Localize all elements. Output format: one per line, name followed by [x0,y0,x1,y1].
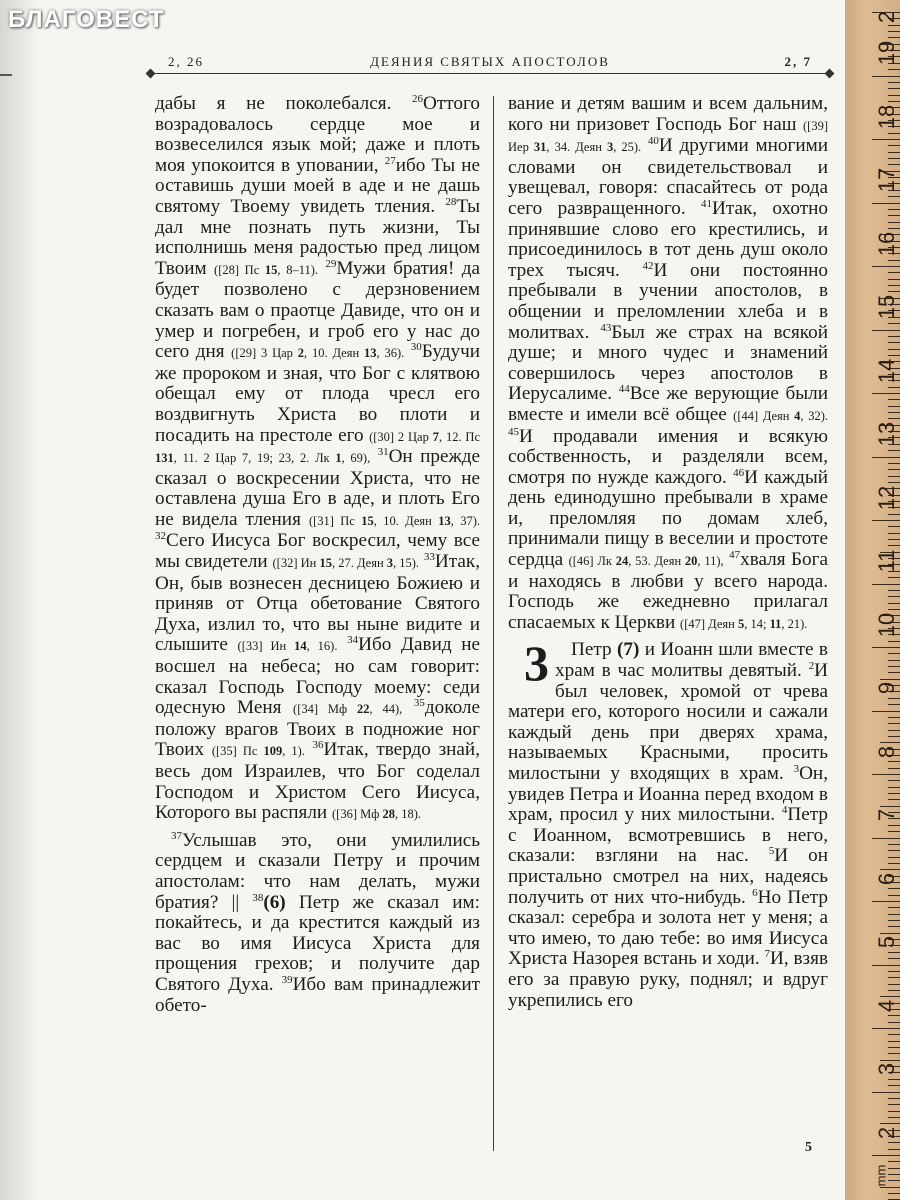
verse-text: Ибо вам принадлежит обето- [155,973,480,1016]
ruler-tick [872,838,900,839]
ruler-tick [872,203,900,204]
ruler-tick [888,88,900,89]
verse-text: Ибо Давид не восшел на небеса; но сам говорит: сказал Господь Господу моему: седи одесную Меня [155,634,480,719]
reference-chapter: 24 [615,554,629,569]
verse-number: 39 [281,973,293,986]
cross-reference [364,346,404,360]
ruler-tick [872,774,900,775]
cross-reference [214,263,318,277]
verse-text: Оттого возрадовалось сердце мое и возвеселился язык мой; даже и плоть моя упокоится в уповании, [155,93,480,176]
ruler-tick [888,844,900,845]
ruler-tick [888,260,900,261]
cross-reference [335,451,370,465]
verse-number: 36 [312,739,324,752]
verse-text: И, взяв его за правую руку, поднял; и вдруг укрепились его [508,948,829,1011]
ruler-tick [872,520,900,521]
reference-chapter: 13 [364,346,377,361]
reading-number: (7) [616,639,640,661]
ruler-tick [888,545,900,546]
cross-reference [231,346,364,360]
reference-text: , 32). [800,408,829,423]
reference-text: ([32] Ин [272,556,320,571]
verse-number: 44 [618,383,630,396]
verse-number: 38 [252,891,264,904]
ruler-tick [872,647,900,648]
cross-reference [293,702,402,716]
ruler-tick [872,584,900,585]
header-book-title: ДЕЯНИЯ СВЯТЫХ АПОСТОЛОВ [370,54,610,69]
ruler-number: 14 [874,358,899,383]
reference-text: ([33] Ин [237,639,295,654]
ruler-number: 13 [874,421,899,447]
ruler-tick [888,958,900,959]
verse-number: 2 [808,660,815,673]
reference-text: ([31] Пс [308,513,362,528]
verse-text: Петр же сказал им: покайтесь, и да крестится каждый из вас во имя Иисуса Христа для прощения грехов; и получите дар Святого Духа. [155,891,480,995]
verse-number: 43 [600,321,612,334]
ruler-tick [888,857,900,858]
verse-number: 4 [781,804,788,817]
ruler-tick [888,164,900,165]
ruler-tick [888,215,900,216]
ruler-number: 18 [874,104,899,129]
reference-text: ([46] Лк [568,554,616,569]
ruler-tick [888,514,900,515]
verse-number: 46 [733,466,745,479]
ruler-tick [880,1187,900,1188]
cross-reference [309,514,438,528]
verse-text: вание и детям вашим и всем дальним, кого ни призовет Господь Бог наш [508,93,828,135]
reference-chapter: 131 [155,451,174,466]
verse-number: 30 [410,341,422,354]
verse-text [337,634,347,655]
ruler-tick [888,450,900,451]
reference-text: , 25). [613,140,642,155]
verse-text: доколе положу врагов Твоих в подножие ног Твоих [155,697,481,761]
ruler-tick [888,1022,900,1023]
reference-text: , 21). [781,616,808,631]
ruler-tick [888,672,900,673]
verse-number: 7 [764,948,770,961]
ruler-tick [888,533,900,534]
ruler-number: 5 [874,935,899,949]
gutter-shadow [0,0,40,1200]
ruler-tick [888,609,900,610]
verse-text: Будучи же пророком и зная, что Бог с клятвою обещал ему от плода чресл его воздвигнуть Христа во плоти и посадить на престоле его [155,341,480,446]
ruler-tick [888,768,900,769]
verse-text: И продавали имения и всякую собственность, и разделяли всем, смотря по нужде каждого. [508,425,828,488]
ruler-tick [888,780,900,781]
ruler-tick [888,1047,900,1048]
ruler-tick [888,469,900,470]
ruler-tick [888,1034,900,1035]
ruler-tick [888,482,900,483]
verse-text: Но Петр сказал: серебра и золота нет у меня; а что имею, то даю тебе: во имя Иисуса Христа Назорея встань и ходи. [508,886,828,970]
ruler-tick [888,926,900,927]
reference-chapter: 3 [386,556,394,571]
ruler-tick [888,1149,900,1150]
ruler-tick [888,539,900,540]
reference-text: , 10. Деян [304,346,364,361]
header-left-ref: 2, 26 [168,54,204,69]
ruler-number: 10 [874,612,899,637]
ruler-unit-label: mm [873,1164,889,1187]
verse-text [641,135,648,156]
ruler-tick [888,863,900,864]
verse-number: 40 [647,135,659,148]
reference-text: , 36). [376,346,405,361]
ruler-tick [872,457,900,458]
reference-chapter: 15 [264,262,278,277]
ruler-tick [888,228,900,229]
reference-text: , 37). [450,513,480,528]
reference-chapter: 4 [794,408,801,423]
verse-text: хваля Бога и находясь в любви у всего народа. Господь же ежедневно прилагал спасаемых к Церкви [508,549,829,633]
ruler-tick [888,463,900,464]
ruler-tick [888,82,900,83]
reference-text: , 69), [341,451,371,466]
ruler-tick [888,196,900,197]
cross-reference [155,451,335,465]
ruler-tick [872,1092,900,1093]
reference-text: ([47] Деян [680,616,738,631]
cross-reference [332,807,421,821]
ruler-number: 11 [874,549,899,573]
reference-text: ([30] 2 Цар [369,429,433,444]
ruler-tick [888,1180,900,1181]
ruler-tick [888,323,900,324]
verse-number: 6 [752,886,758,899]
verse-text: Итак, охотно принявшие слово его крестились, и присоединилось в тот день душ около трех тысяч. [508,197,828,281]
cross-reference [685,554,724,568]
cross-reference [387,556,419,570]
cross-reference [680,617,770,631]
ruler-tick [888,1111,900,1112]
reference-text: , 53. Деян [628,554,685,569]
reference-chapter: 22 [357,702,370,717]
reference-text: , 15). [393,556,420,571]
ruler-tick [888,1104,900,1105]
verse-number: 3 [793,763,800,775]
verse-number: 35 [413,697,425,710]
ruler-tick [888,291,900,292]
reference-chapter: 13 [438,513,451,528]
reference-chapter: 15 [319,556,332,571]
ruler-tick [888,342,900,343]
reference-text: , 12. Пс [438,429,480,444]
verse-text: И они постоянно пребывали в учении апостолов, в общении и преломлении хлеба и в молитвах. [508,259,828,343]
text-column-left [155,94,480,1016]
ruler-tick [888,920,900,921]
ruler-tick [888,285,900,286]
reference-chapter: 28 [382,807,395,822]
verse-number: 29 [325,257,337,270]
reference-chapter: 5 [737,616,745,631]
ruler-tick [888,799,900,800]
ruler-tick [888,1117,900,1118]
ruler-tick [888,349,900,350]
reference-text: , 44), [369,702,403,717]
ruler-tick [888,653,900,654]
reference-text: ([29] 3 Цар [231,346,298,361]
ruler-tick [888,723,900,724]
ruler-tick [872,965,900,966]
verse-number: 26 [412,93,424,105]
reference-text: , 18). [394,807,421,822]
verse-text: И каждый день единодушно пребывали в храме и, преломляя по домам хлеб, принимали пищу в веселии и простоте сердца [508,466,828,571]
verse-number: 31 [377,446,389,459]
reference-chapter: 7 [432,429,439,444]
cross-reference [733,409,828,423]
ruler-tick [888,793,900,794]
ruler-tick [888,850,900,851]
reference-text: ([36] Мф [332,807,383,822]
verse-text: Сего Иисуса Бог воскресил, чему все мы свидетели [155,530,480,573]
ruler-number: 17 [874,167,899,193]
ruler-tick [888,222,900,223]
verse-text: ибо Ты не оставишь души моей в аде и не дашь святому Твоему увидеть тления. [155,154,480,217]
ruler-tick [888,1161,900,1162]
ruler-tick [872,1028,900,1029]
ruler-number: 9 [874,681,899,695]
verse-text [305,739,313,760]
ruler-tick [888,412,900,413]
ruler-tick [888,476,900,477]
verse-number: 41 [700,197,712,210]
ruler-tick [888,418,900,419]
ruler-tick [888,1053,900,1054]
verse-text: Он прежде сказал о воскресении Христа, что не оставлена душа Его в аде, и плоть Его не видела тления [155,446,480,530]
reference-text: ([39] Иер [508,118,828,155]
reference-chapter: 3 [606,140,614,155]
ruler-tick [872,76,900,77]
ruler-tick [888,914,900,915]
cross-reference [607,140,641,154]
ruler-tick [888,37,900,38]
verse-number: 34 [347,634,359,647]
reference-chapter: 15 [361,513,374,528]
ruler-tick [888,31,900,32]
verse-number: 28 [445,195,457,208]
cross-reference [438,514,480,528]
ruler-tick [888,1098,900,1099]
reference-text: , 10. Деян [373,513,439,528]
ruler-tick [888,736,900,737]
verse-number: 32 [155,530,166,543]
verse-text: Все же верующие были вместе и имели всё общее [508,383,828,425]
verse-number: 5 [768,845,775,858]
verse-text: Мужи братия! да будет позволено с дерзновением сказать вам о праотце Давиде, что он и умер и погребен, и гроб его у нас до сего дня [155,257,480,363]
ruler-tick [888,666,900,667]
reference-text: , 27. Деян [331,556,387,571]
ruler-number: 2 [874,10,899,24]
reference-text: ([44] Деян [733,408,795,423]
reference-text: , 11. 2 Цар 7, 19; 23, 2. Лк [173,451,336,466]
ruler-tick [888,336,900,337]
ruler-tick [888,704,900,705]
verse-number: 37 [171,829,182,842]
verse-text: Итак, Он, быв вознесен десницею Божиею и приняв от Отца обетование Святого Духа, излил то, что вы ныне видите и слышите [155,551,480,656]
reference-chapter: 31 [533,140,547,155]
ruler-tick [888,717,900,718]
reference-chapter: 109 [263,744,283,759]
ruler-tick [888,730,900,731]
ruler-tick [888,101,900,102]
ruler-tick [888,990,900,991]
page-edge-marker [0,74,12,76]
ruler-tick [888,984,900,985]
verse-text: дабы я не поколебался. [155,93,413,114]
reading-number: (6) [263,891,286,913]
ruler-tick [888,152,900,153]
ruler-tick [888,895,900,896]
verse-text: Ты дал мне познать путь жизни, Ты исполнишь меня радостью пред лицом Твоим [155,195,480,279]
reference-chapter: 11 [769,616,782,631]
verse-number: 27 [384,154,396,167]
reference-text: ([35] Пс [211,744,264,759]
verse-text: и Иоанн шли вместе в храм в час молитвы девятый. [555,639,828,682]
ruler-tick [888,387,900,388]
ruler-tick [888,977,900,978]
ruler-number: 19 [874,40,899,66]
verse-text: Итак, твердо знай, весь дом Израилев, что Бог соделал Господом и Христом Сего Иисуса, Которого вы распяли [155,739,480,824]
verse-text: Он, увидев Петра и Иоанна перед входом в храм, просил у них милостыни. [508,763,828,826]
ruler-tick [888,590,900,591]
ruler-number: 2 [874,1126,899,1139]
reference-chapter: 1 [335,451,342,466]
ruler-tick [872,711,900,712]
ruler-tick [888,158,900,159]
ruler-tick [888,1085,900,1086]
reference-text: , 8–11). [277,262,319,277]
verse-number: 45 [508,425,519,438]
ruler-tick [888,406,900,407]
paragraph [508,94,828,634]
ruler-tick [888,209,900,210]
ruler-tick [888,1168,900,1169]
ruler-number: 15 [874,294,899,320]
cross-reference [273,556,387,570]
verse-number: 47 [729,549,741,562]
paragraph [508,635,829,1011]
ruler-tick [872,139,900,140]
verse-text: И он пристально смотрел на них, надеясь получить от них что-нибудь. [508,845,828,908]
text-column-right [508,94,828,1011]
watermark-logo: БЛАГОВЕСТ [8,6,165,33]
reference-text: , 34. Деян [546,140,607,155]
verse-text: И другими многими словами он свидетельствовал и увещевал, говоря: спасайтесь от рода сего развращенного. [508,135,829,219]
header-right-ref: 2, 7 [784,54,812,69]
ruler-tick [872,266,900,267]
reference-text: , 14; [744,616,770,631]
verse-text: Услышав это, они умилились сердцем и сказали Петру и прочим апостолам: что нам делать, мужи братия? || [155,829,480,913]
verse-text: Петр с Иоанном, всмотревшись в него, сказали: взгляни на нас. [508,804,828,867]
column-divider [493,96,494,1151]
ruler-tick [888,971,900,972]
ruler-tick [888,596,900,597]
ruler-number: 16 [874,231,899,256]
ruler-tick [888,69,900,70]
ruler-tick [888,1193,900,1194]
ruler-tick [888,133,900,134]
header-rule [150,73,830,74]
ruler-tick [888,355,900,356]
ruler-number: 12 [874,485,899,510]
ruler-tick [872,393,900,394]
ruler-tick [888,1041,900,1042]
cross-reference [238,639,338,653]
ruler-tick [888,272,900,273]
reference-text: ([28] Пс [214,262,265,277]
verse-text: И был человек, хромой от чрева матери его, которого носили и сажали каждый день при дверях храма, называемых Красными, просить милостыни у входящих в храм. [508,660,828,784]
reference-text: , 16). [306,639,338,654]
verse-text [402,697,414,718]
ruler-tick [888,1174,900,1175]
ruler-tick [888,399,900,400]
cross-reference [369,430,480,444]
verse-text [370,446,377,467]
chapter-number: 3 [524,635,549,692]
verse-number: 33 [423,551,435,564]
paragraph [155,831,480,1016]
page-number: 5 [805,1140,812,1155]
reference-chapter: 14 [294,639,307,654]
ruler-tick [888,145,900,146]
ruler-tick [888,787,900,788]
ruler-number: 6 [874,872,899,885]
verse-text: Был же страх на всякой душе; и много чудес и знамений совершилось через апостолов в Иерусалиме. [508,321,828,405]
reference-chapter: 20 [684,554,698,569]
reference-chapter: 2 [297,346,305,361]
verse-number: 42 [642,259,654,272]
ruler-tick [888,641,900,642]
ruler-tick [888,526,900,527]
reference-text: , 1). [282,744,305,759]
ruler-number: 7 [874,808,899,822]
ruler-tick [872,1155,900,1156]
reference-text: , 11), [697,554,724,569]
cross-reference [770,617,808,631]
ruler-number: 8 [874,745,899,758]
paragraph [155,94,480,825]
ruler-tick [888,577,900,578]
ruler-tick [888,95,900,96]
ruler-tick [888,279,900,280]
ruler-tick [872,901,900,902]
ruler-tick [888,831,900,832]
ruler-tick [872,330,900,331]
ruler-tick [888,660,900,661]
ruler-number: 3 [874,1062,899,1076]
reference-text: ([34] Мф [293,702,358,717]
ruler-number: 4 [874,999,899,1012]
cross-reference [212,744,305,758]
verse-text: Петр [571,639,617,661]
cross-reference [569,554,685,568]
ruler-tick [888,907,900,908]
ruler-tick [888,603,900,604]
